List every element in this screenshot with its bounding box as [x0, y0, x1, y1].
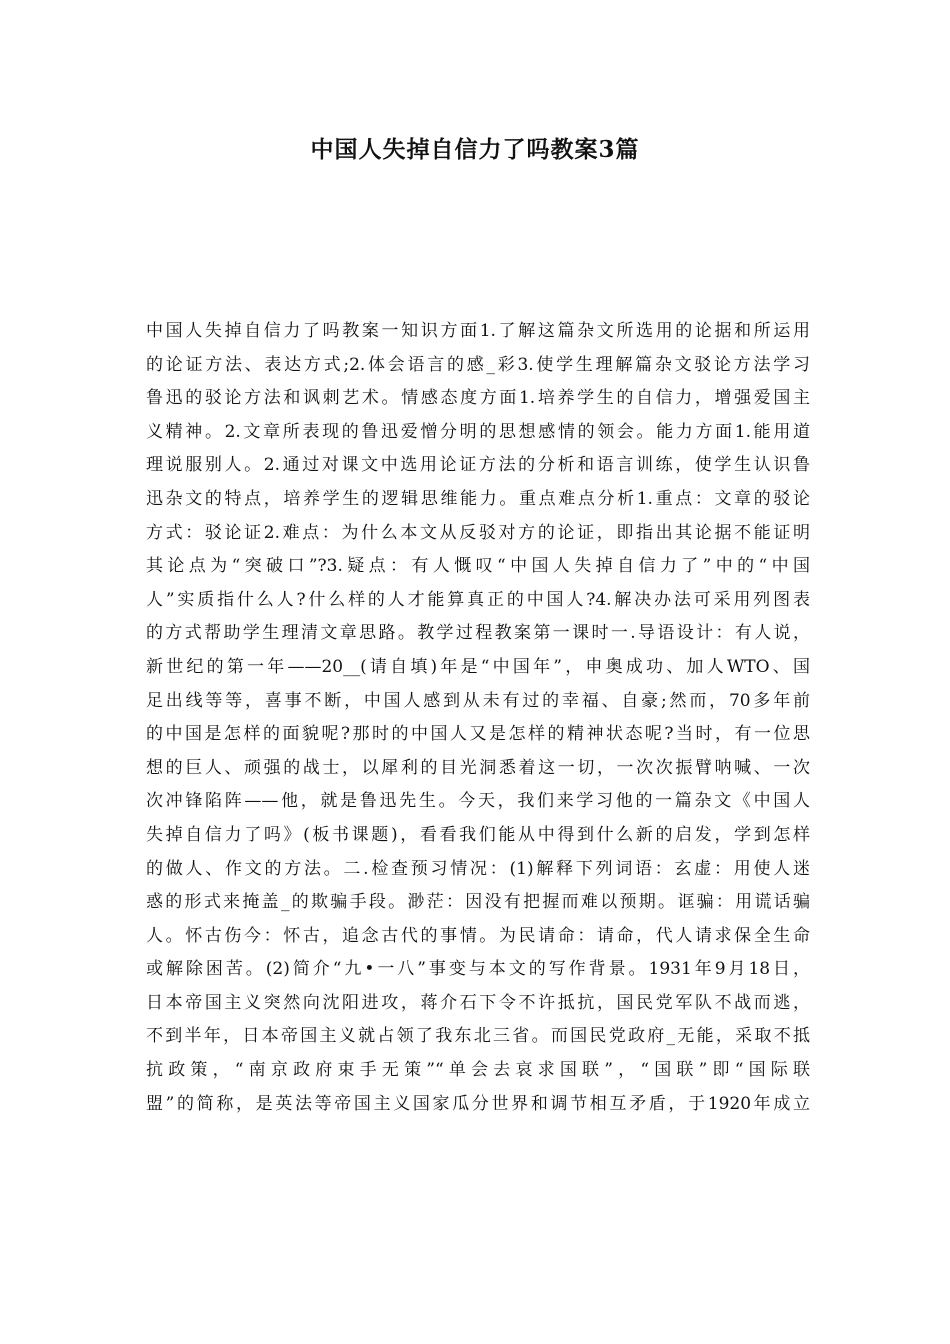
- body-line: 的方式帮助学生理清文章思路。教学过程教案第一课时一.导语设计：有人说，: [146, 623, 810, 644]
- body-line: 的做人、作文的方法。二.检查预习情况：(1)解释下列词语：玄虚：用使人迷: [146, 858, 810, 879]
- body-line: 其论点为“突破口”?3.疑点：有人慨叹“中国人失掉自信力了”中的“中国: [146, 556, 810, 577]
- body-line: 盟”的简称，是英法等帝国主义国家瓜分世界和调节相互矛盾，于1920年成立: [146, 1093, 810, 1114]
- body-line: 的论证方法、表达方式;2.体会语言的感_彩3.使学生理解篇杂文驳论方法学习: [146, 354, 810, 375]
- body-line: 鲁迅的驳论方法和讽刺艺术。情感态度方面1.培养学生的自信力，增强爱国主: [146, 388, 810, 409]
- body-line: 中国人失掉自信力了吗教案一知识方面1.了解这篇杂文所选用的论据和所运用: [146, 321, 810, 341]
- body-line: 新世纪的第一年——20__(请自填)年是“中国年”，申奥成功、加人WTO、国: [146, 656, 810, 677]
- body-line: 想的巨人、顽强的战士，以犀利的目光洞悉着这一切，一次次振臂呐喊、一次: [146, 757, 810, 778]
- body-line: 不到半年，日本帝国主义就占领了我东北三省。而国民党政府_无能，采取不抵: [146, 1026, 810, 1047]
- body-line: 日本帝国主义突然向沈阳进攻，蒋介石下令不许抵抗，国民党军队不战而逃，: [146, 992, 810, 1013]
- body-line: 义精神。2.文章所表现的鲁迅爱憎分明的思想感情的领会。能力方面1.能用道: [146, 421, 810, 442]
- body-line: 足出线等等，喜事不断，中国人感到从未有过的幸福、自豪;然而，70多年前: [146, 690, 810, 711]
- body-line: 惑的形式来掩盖_的欺骗手段。渺茫：因没有把握而难以预期。诓骗：用谎话骗: [146, 892, 810, 913]
- body-line: 或解除困苦。(2)简介“九•一八”事变与本文的写作背景。1931年9月18日，: [146, 959, 810, 980]
- document-body: [146, 315, 810, 1121]
- body-line: 人。怀古伤今：怀古，追念古代的事情。为民请命：请命，代人请求保全生命: [146, 925, 810, 946]
- body-line: 迅杂文的特点，培养学生的逻辑思维能力。重点难点分析1.重点：文章的驳论: [146, 488, 810, 509]
- body-line: 抗政策，“南京政府束手无策”“单会去哀求国联”，“国联”即“国际联: [146, 1060, 810, 1081]
- document-title: 中国人失掉自信力了吗教案3篇: [310, 136, 640, 163]
- body-line: 失掉自信力了吗》(板书课题)，看看我们能从中得到什么新的启发，学到怎样: [146, 824, 810, 845]
- body-line: 理说服别人。2.通过对课文中选用论证方法的分析和语言训练，使学生认识鲁: [146, 455, 810, 476]
- body-line: 人”实质指什么人?什么样的人才能算真正的中国人?4.解决办法可采用列图表: [146, 589, 810, 610]
- body-line: 次冲锋陷阵——他，就是鲁迅先生。今天，我们来学习他的一篇杂文《中国人: [146, 791, 810, 812]
- body-line: 的中国是怎样的面貌呢?那时的中国人又是怎样的精神状态呢?当时，有一位思: [146, 724, 810, 745]
- body-line: 方式：驳论证2.难点：为什么本文从反驳对方的论证，即指出其论据不能证明: [146, 522, 810, 543]
